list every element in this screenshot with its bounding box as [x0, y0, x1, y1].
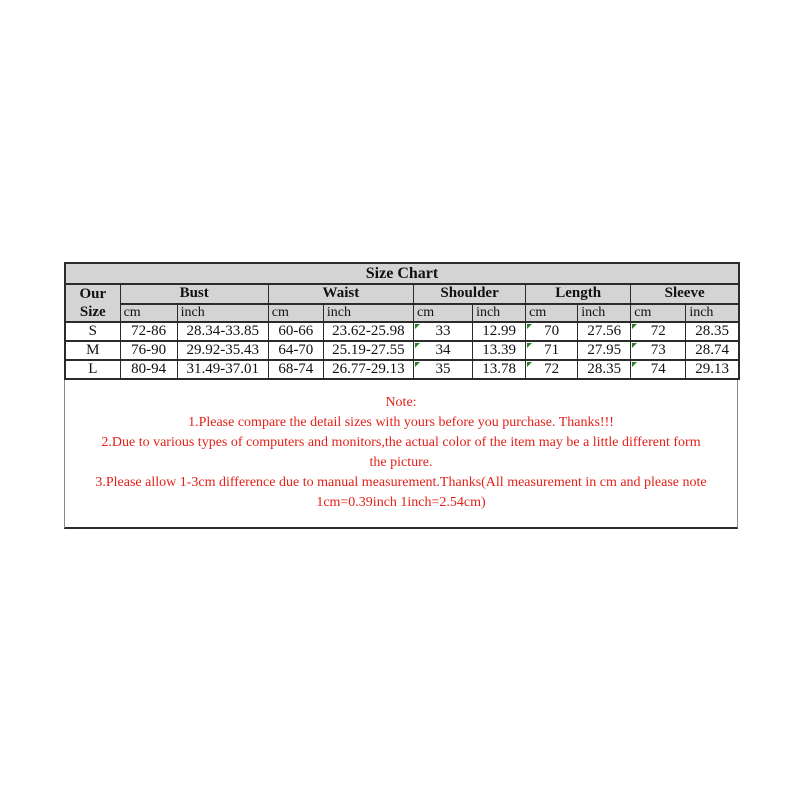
note-section — [64, 380, 738, 529]
group-header-length: Length — [526, 284, 631, 304]
measurement-cell: 60-66 — [268, 322, 323, 341]
size-chart-panel — [64, 262, 738, 529]
measurement-cell: 28.74 — [686, 341, 739, 360]
measurement-cell: 27.56 — [578, 322, 631, 341]
size-chart-table — [64, 262, 740, 380]
measurement-cell: 74 — [631, 360, 686, 379]
cell-corner-flag-icon — [632, 324, 637, 329]
unit-label-cm: cm — [631, 304, 686, 323]
note-line: 1cm=0.39inch 1inch=2.54cm) — [316, 495, 486, 510]
cell-corner-flag-icon — [415, 362, 420, 367]
unit-header-row — [65, 304, 739, 323]
size-label: M — [65, 341, 120, 360]
measurement-cell: 28.35 — [578, 360, 631, 379]
cell-corner-flag-icon — [415, 324, 420, 329]
title-row — [65, 263, 739, 284]
size-label: S — [65, 322, 120, 341]
cell-corner-flag-icon — [527, 343, 532, 348]
group-header-row — [65, 284, 739, 304]
size-chart-title: Size Chart — [65, 263, 739, 284]
cell-corner-flag-icon — [632, 362, 637, 367]
measurement-cell: 68-74 — [268, 360, 323, 379]
table-row-size-m — [65, 341, 739, 360]
measurement-cell: 33 — [413, 322, 472, 341]
group-header-bust: Bust — [120, 284, 268, 304]
measurement-cell: 29.13 — [686, 360, 739, 379]
note-line: 3.Please allow 1-3cm difference due to manual measurement.Thanks(All measurement in cm and please note — [95, 475, 707, 490]
measurement-cell: 28.35 — [686, 322, 739, 341]
measurement-cell: 35 — [413, 360, 472, 379]
measurement-cell: 25.19-27.55 — [323, 341, 413, 360]
note-line: 2.Due to various types of computers and monitors,the actual color of the item may be a little different form — [101, 435, 701, 450]
measurement-cell: 80-94 — [120, 360, 177, 379]
unit-label-cm: cm — [268, 304, 323, 323]
measurement-cell: 12.99 — [473, 322, 526, 341]
cell-corner-flag-icon — [527, 324, 532, 329]
unit-label-cm: cm — [526, 304, 578, 323]
group-header-waist: Waist — [268, 284, 413, 304]
measurement-cell: 23.62-25.98 — [323, 322, 413, 341]
measurement-cell: 73 — [631, 341, 686, 360]
measurement-cell: 27.95 — [578, 341, 631, 360]
measurement-cell: 72 — [631, 322, 686, 341]
measurement-cell: 76-90 — [120, 341, 177, 360]
note-line: the picture. — [369, 455, 433, 470]
cell-corner-flag-icon — [632, 343, 637, 348]
unit-label-cm: cm — [120, 304, 177, 323]
unit-label-inch: inch — [473, 304, 526, 323]
unit-label-cm: cm — [413, 304, 472, 323]
measurement-cell: 70 — [526, 322, 578, 341]
note-line: 1.Please compare the detail sizes with yours before you purchase. Thanks!!! — [188, 415, 614, 430]
measurement-cell: 26.77-29.13 — [323, 360, 413, 379]
note-heading: Note: — [385, 395, 417, 410]
measurement-cell: 64-70 — [268, 341, 323, 360]
table-row-size-s — [65, 322, 739, 341]
measurement-cell: 31.49-37.01 — [177, 360, 268, 379]
measurement-cell: 29.92-35.43 — [177, 341, 268, 360]
corner-header-our-size: Our Size — [65, 284, 120, 322]
measurement-cell: 13.39 — [473, 341, 526, 360]
cell-corner-flag-icon — [415, 343, 420, 348]
unit-label-inch: inch — [323, 304, 413, 323]
size-label: L — [65, 360, 120, 379]
measurement-cell: 28.34-33.85 — [177, 322, 268, 341]
unit-label-inch: inch — [578, 304, 631, 323]
group-header-sleeve: Sleeve — [631, 284, 739, 304]
table-row-size-l — [65, 360, 739, 379]
unit-label-inch: inch — [177, 304, 268, 323]
measurement-cell: 13.78 — [473, 360, 526, 379]
group-header-shoulder: Shoulder — [413, 284, 525, 304]
measurement-cell: 34 — [413, 341, 472, 360]
cell-corner-flag-icon — [527, 362, 532, 367]
measurement-cell: 72-86 — [120, 322, 177, 341]
unit-label-inch: inch — [686, 304, 739, 323]
measurement-cell: 71 — [526, 341, 578, 360]
measurement-cell: 72 — [526, 360, 578, 379]
